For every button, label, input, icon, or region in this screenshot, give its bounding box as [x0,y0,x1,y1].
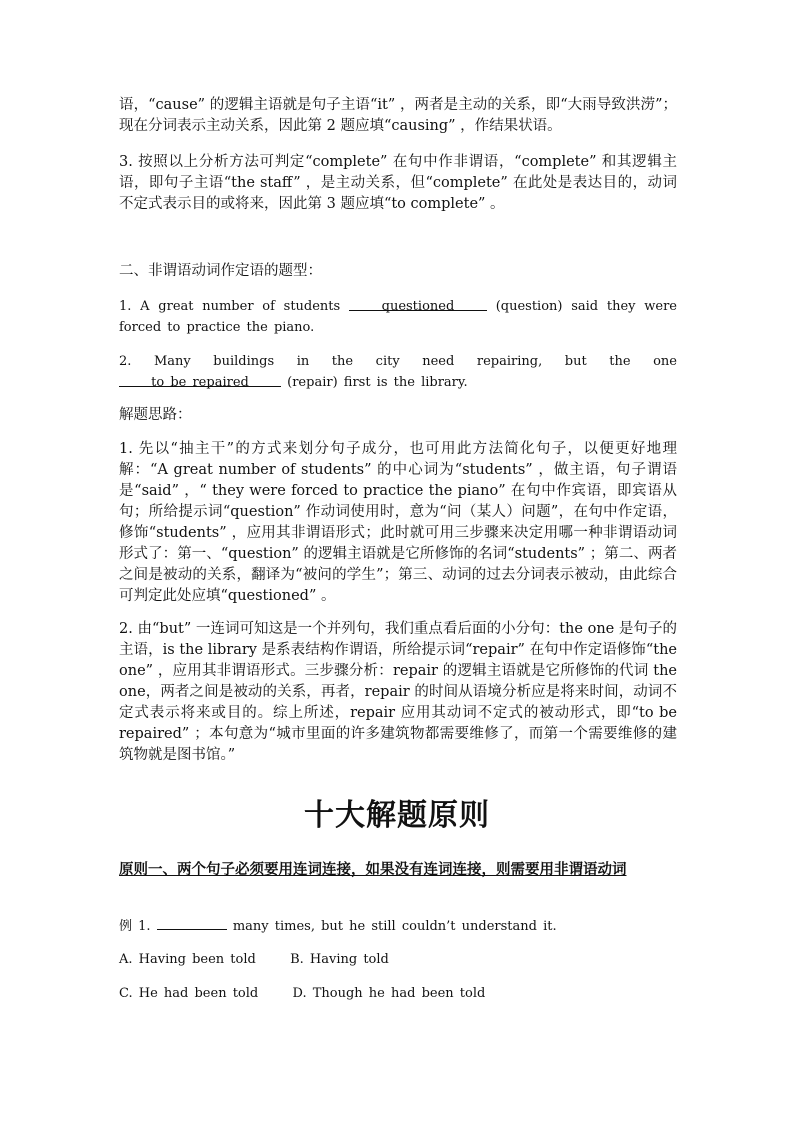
option-d: D. Though he had been told [292,986,486,1001]
question-prefix: 2. Many buildings in the city need repairing, but the one [119,354,677,369]
options-line [119,949,677,970]
options-row-2 [119,983,677,1004]
paragraph-text: 2. 由“but” 一连词可知这是一个并列句，我们重点看后面的小分句：the one 是句子的主语，is the library 是系表结构作谓语，所给提示词“repair” 在句中作定语修饰“the one” ，应用其非谓语形式。三步骤分析：repair 的逻辑主语就是它所修饰的代词 the one，两者之间是被动的关系，再者，repair 的时间从语境分析应是将来时间，动词不定式表示将来或目的。综上所述，repair 应用其动词不定式的被动形式，即“to be repaired” ；本句意为“城市里面的许多建筑物都需要维修了，而第一个需要维修的建筑物就是图书馆。” [119,621,677,763]
solution-heading-text: 解题思路： [119,407,192,423]
options-line [119,983,677,1004]
rule-text: 原则一、两个句子必须要用连词连接，如果没有连词连接，则需要用非谓语动词 [119,861,627,878]
solution-heading [119,405,677,426]
option-a: A. Having been told [119,952,256,967]
answer-blank [119,372,281,390]
paragraph-3 [119,152,677,215]
option-c: C. He had been told [119,986,259,1001]
section-heading-text: 二、非谓语动词作定语的题型： [119,263,322,279]
paragraph-continued [119,95,677,137]
question-text [119,296,677,338]
example-text [119,915,677,937]
answer-text: questioned [381,299,455,314]
example-1 [119,915,677,937]
options-row-1 [119,949,677,970]
section-heading [119,261,677,282]
paragraph-text: 语，“cause” 的逻辑主语就是句子主语“it” ，两者是主动的关系，即“大雨导致洪涝”；现在分词表示主动关系，因此第 2 题应填“causing” ，作结果状语。 [119,97,677,134]
rule-1 [119,859,677,881]
paragraph-text: 1. 先以“抽主干”的方式来划分句子成分，也可用此方法简化句子，以便更好地理解：“A great number of students” 的中心词为“students” ，做主语，句子谓语是“said” ，“ they were forced to practice the piano” 在句中作宾语，即宾语从句；所给提示词“question” 作动词使用时，意为“问（某人）问题”，在句中作定语，修饰“students” ，应用其非谓语形式；此时就可用三步骤来决定用哪一种非谓语动词形式了：第一、“question” 的逻辑主语就是它所修饰的名词“students” ；第二、两者之间是被动的关系，翻译为“被问的学生”；第三、动词的过去分词表示被动，由此综合可判定此处应填“questioned” 。 [119,441,677,604]
solution-1 [119,439,677,607]
question-suffix: (repair) first is the library. [287,375,468,390]
example-suffix: many times, but he still couldn’t understand it. [232,919,557,934]
question-2 [119,351,677,393]
question-suffix: (question) said they were forced to practice the piano. [119,299,677,335]
question-text [119,351,677,393]
option-b: B. Having told [290,952,389,967]
paragraph-text: 3. 按照以上分析方法可判定“complete” 在句中作非谓语，“complete” 和其逻辑主语，即句子主语“the staff” ，是主动关系，但“complete” 在此处是表达目的，动词不定式表示目的或将来，因此第 3 题应填“to complete” 。 [119,154,677,212]
main-title: 十大解题原则 [304,798,490,833]
answer-blank [157,915,227,930]
example-prefix: 例 1. [119,919,151,934]
question-1 [119,296,677,338]
answer-blank [349,296,487,314]
answer-text: to be repaired [151,375,249,390]
question-prefix: 1. A great number of students [119,299,341,314]
solution-2 [119,619,677,766]
